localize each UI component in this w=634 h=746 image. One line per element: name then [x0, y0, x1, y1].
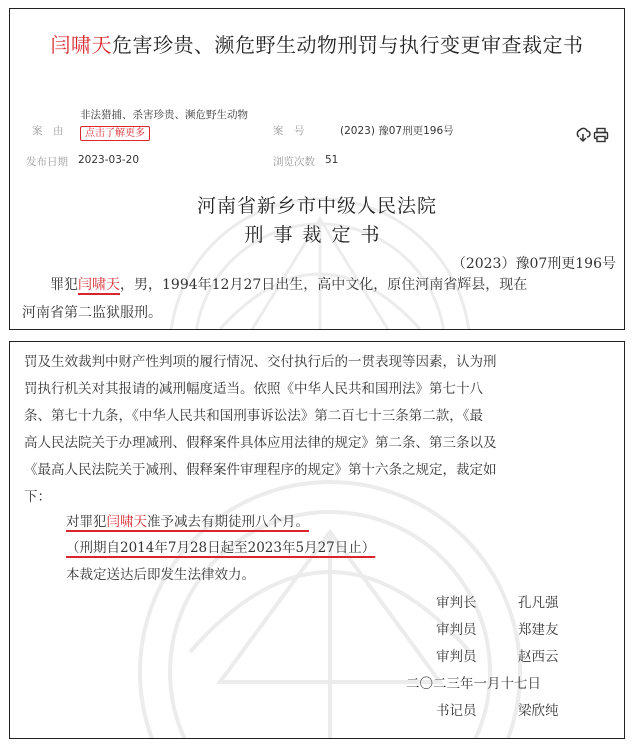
sig-name-1: 孔凡强 [518, 595, 559, 611]
cause-value: 非法猎捕、杀害珍贵、濒危野生动物 [80, 109, 248, 121]
term-line: （刑期自2014年7月28日起至2023年5月27日止） [66, 540, 376, 556]
ruling-line [66, 510, 309, 530]
ruling-prefix: 对罪犯 [66, 514, 107, 530]
views-value: 51 [325, 154, 339, 166]
sig-name-3: 赵西云 [518, 649, 559, 665]
body-line-2: 罚执行机关对其报请的减刑幅度适当。依照《中华人民共和国刑法》第七十八 [24, 381, 483, 397]
print-icon[interactable] [593, 127, 609, 143]
body-line-4: 高人民法院关于办理减刑、假释案件具体应用法律的规定》第二条、第三条以及 [24, 435, 497, 451]
intro-name: 闫啸天 [78, 277, 120, 293]
sig-role-3: 审判员 [436, 649, 477, 665]
caseno-label: 案 号 [273, 125, 305, 137]
caseno-value: (2023) 豫07刑更196号 [340, 125, 454, 137]
body-line-3: 条、第七十九条，《中华人民共和国刑事诉讼法》第二百七十三条第二款，《最 [24, 408, 483, 424]
page-title [10, 29, 624, 58]
title-rest: 危害珍贵、濒危野生动物刑罚与执行变更审查裁定书 [112, 33, 584, 57]
sig-role-2: 审判员 [436, 622, 477, 638]
document-body-panel [9, 341, 625, 739]
court-emblem-watermark-2 [120, 452, 540, 739]
clerk-name: 梁欣纯 [518, 703, 559, 719]
title-name: 闫啸天 [50, 33, 112, 57]
document-type: 刑事裁定书 [244, 224, 390, 246]
clerk-role: 书记员 [436, 703, 477, 719]
ruling-rest: 准予减去有期徒刑八个月。 [147, 514, 309, 530]
body-line-1: 罚及生效裁判中财产性判项的履行情况、交付执行后的一贯表现等因素，认为刑 [24, 354, 497, 370]
paragraph-intro-cont: 河南省第二监狱服刑。 [22, 305, 162, 321]
court-name: 河南省新乡市中级人民法院 [196, 195, 437, 217]
views-label: 浏览次数 [273, 156, 315, 168]
date-label: 发布日期 [26, 156, 68, 168]
intro-prefix: 罪犯 [50, 277, 78, 293]
sig-name-2: 郑建友 [518, 622, 559, 638]
learn-more-link[interactable]: 点击了解更多 [80, 126, 150, 141]
sign-date: 二〇二三年一月十七日 [406, 676, 541, 692]
document-header-panel [9, 8, 625, 330]
effect-line: 本裁定送达后即发生法律效力。 [66, 567, 255, 583]
sig-role-1: 审判长 [436, 595, 477, 611]
intro-rest: ，男，1994年12月27日出生，高中文化，原住河南省辉县，现在 [120, 277, 528, 293]
ruling-name: 闫啸天 [106, 514, 147, 530]
body-line-6: 下： [24, 489, 51, 505]
download-icon[interactable] [575, 127, 591, 143]
body-line-5: 《最高人民法院关于减刑、假释案件审理程序的规定》第十六条之规定，裁定如 [24, 462, 497, 478]
paragraph-intro [50, 274, 527, 294]
date-value: 2023-03-20 [78, 154, 140, 166]
document-caseno: （2023）豫07刑更196号 [451, 256, 616, 272]
cause-label: 案 由 [32, 125, 64, 137]
